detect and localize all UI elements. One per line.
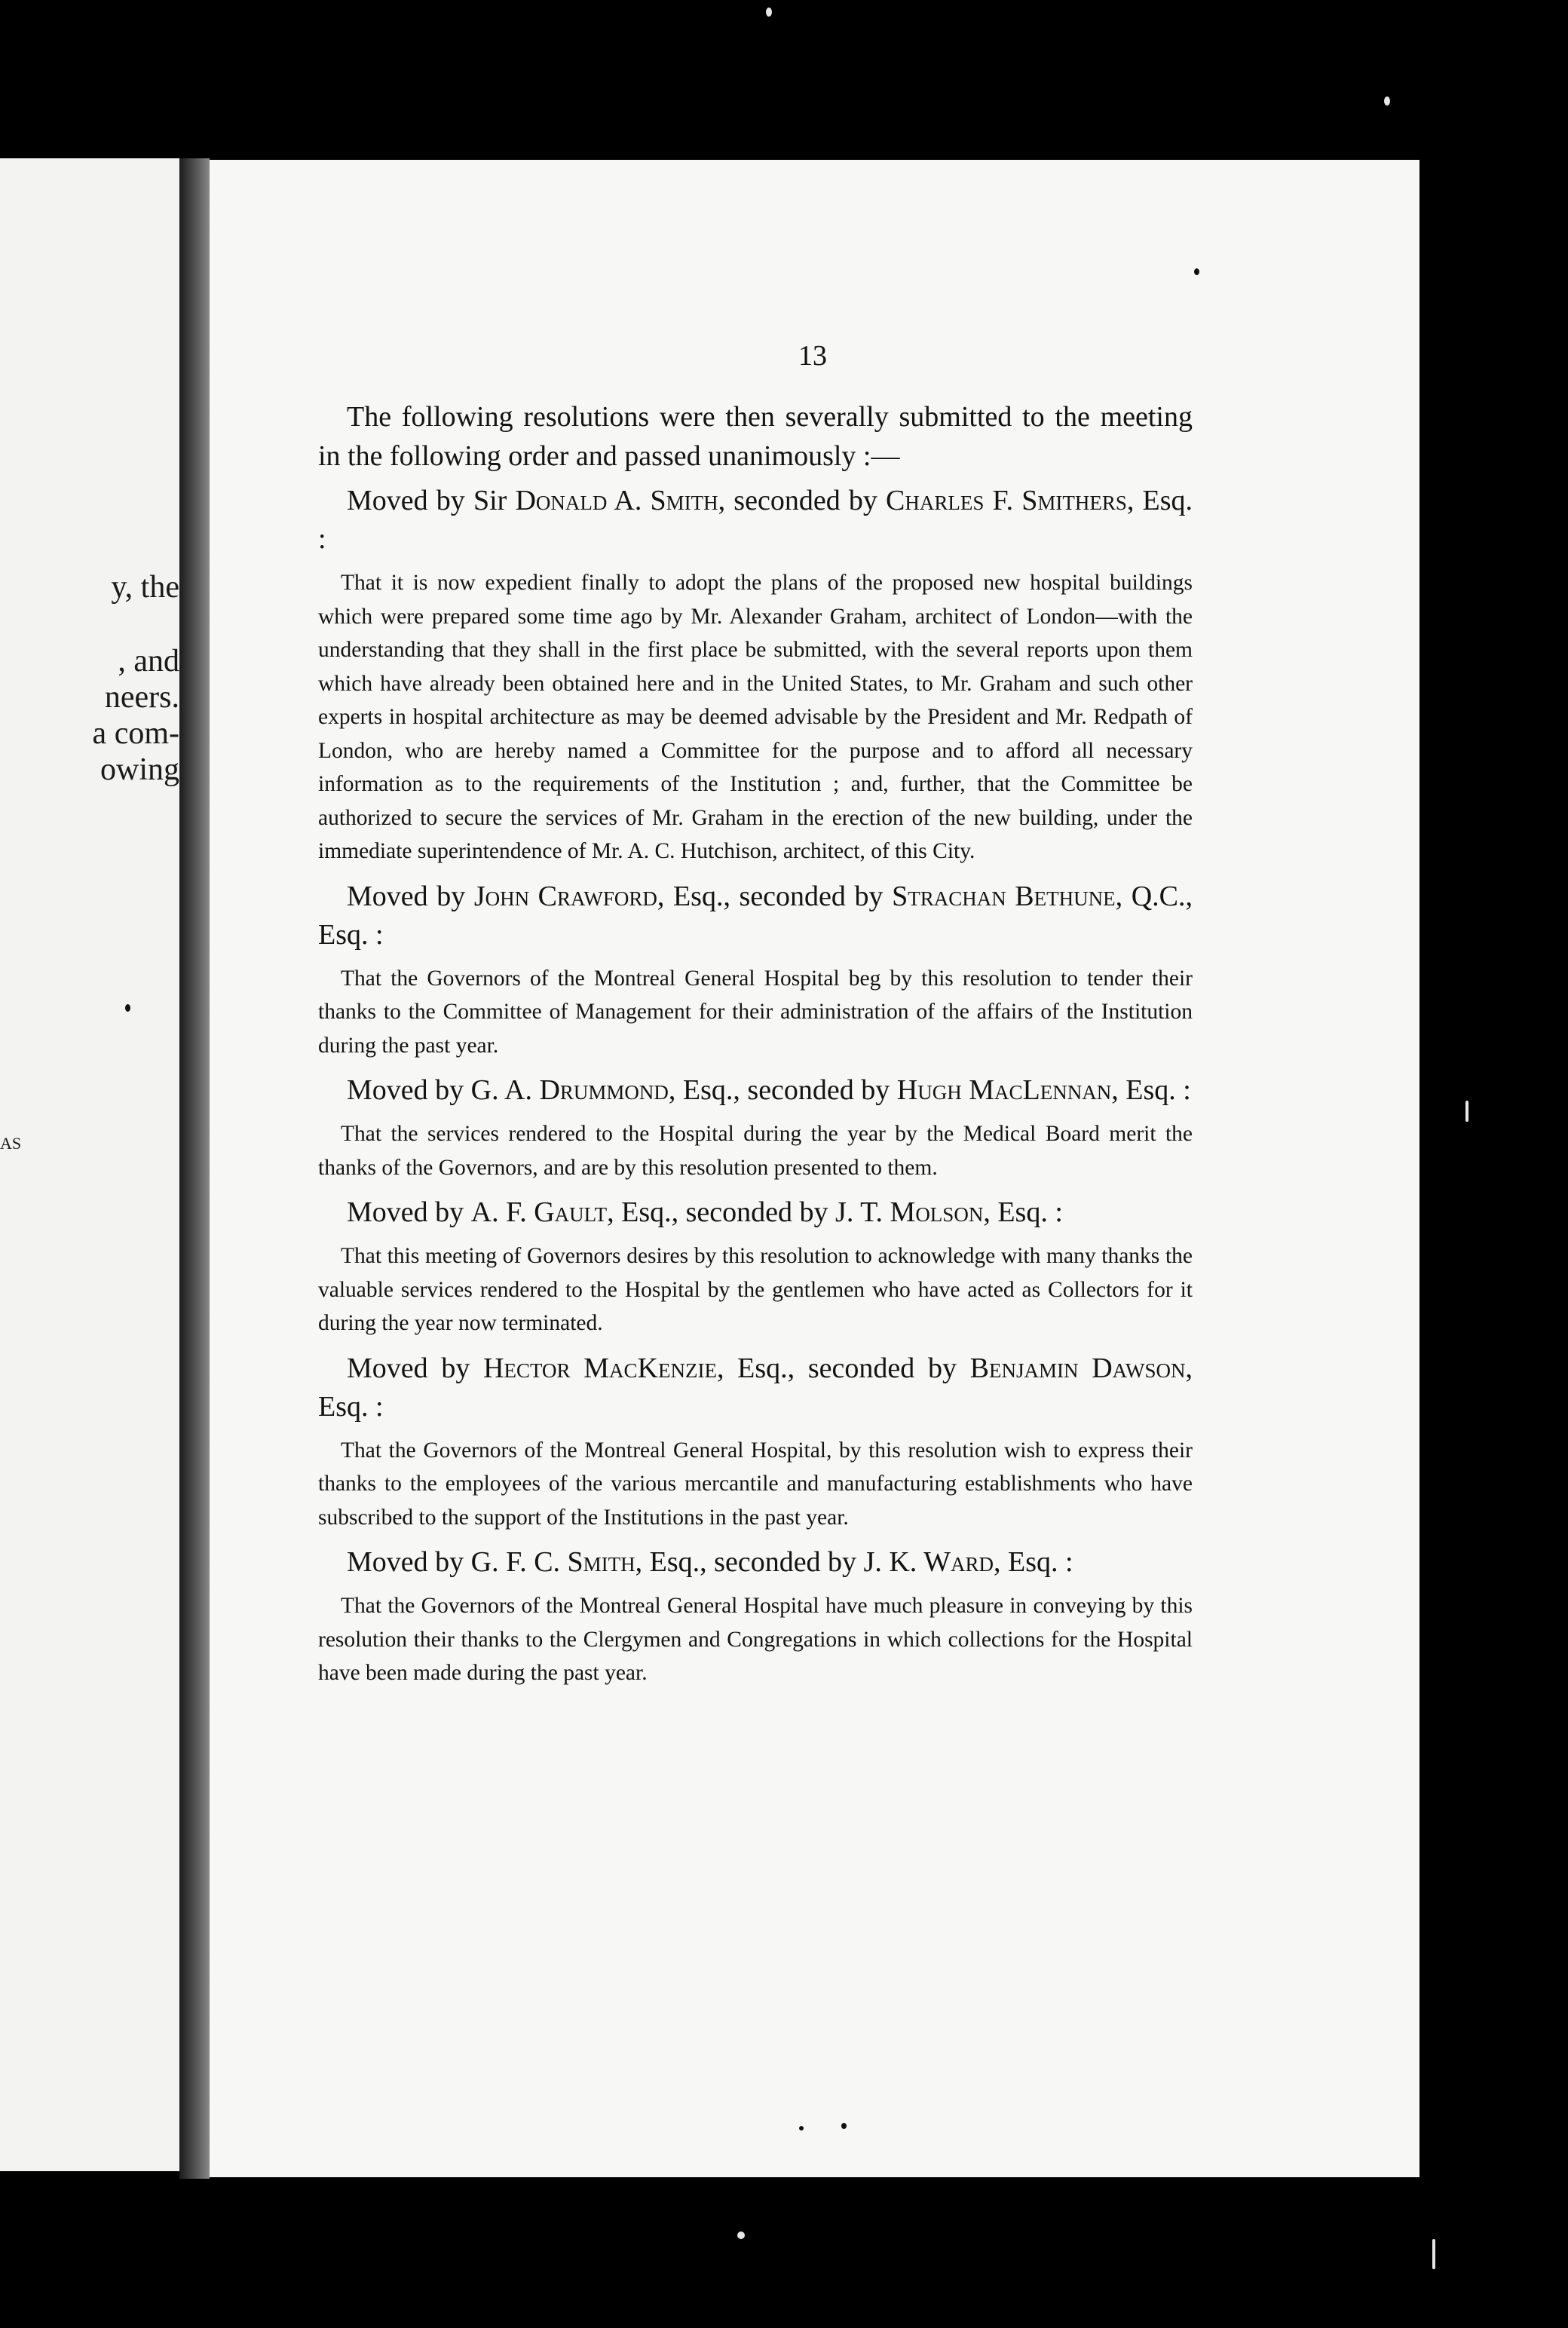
- left-page-fragment: neers.: [104, 680, 179, 715]
- left-page-fragment: , and: [118, 644, 179, 678]
- motion-heading: [318, 1543, 1193, 1582]
- motion-suffix: , Esq. :: [318, 1352, 1193, 1423]
- motion-heading: [318, 1349, 1193, 1426]
- motion-prefix: Moved by: [347, 1352, 484, 1384]
- resolution-text: That it is now expedient finally to adopt the plans of the proposed new hospital buildings which were prepared some time ago by Mr. Alexander Graham, architect of London—with the understanding that they shall in the first place be submitted, with the several reports upon them which have already been obtained here and in the United States, to Mr. Graham and such other experts in hospital architecture as may be deemed advisable by the President and Mr. Redpath of London, who are hereby named a Committee for the purpose and to afford all necessary information as to the requirements of the Institution ; and, further, that the Committee be authorized to secure the services of Mr. Graham in the erection of the new building, under the immediate superintendence of Mr. A. C. Hutchison, architect, of this City.: [318, 571, 1193, 863]
- seconder-name: J. K. Ward: [863, 1546, 994, 1578]
- motion-suffix: , Q.C., Esq. :: [318, 880, 1193, 951]
- motion-block: [318, 878, 1193, 1063]
- left-page-fragment: owing: [100, 752, 179, 787]
- motion-mid: , Esq., seconded by: [635, 1546, 864, 1578]
- motion-block: [318, 1071, 1193, 1184]
- resolution-text: That the Governors of the Montreal General Hospital beg by this resolution to tender their thanks to the Committee of Management for their administration of the affairs of the Institution during the past year.: [318, 966, 1193, 1058]
- resolution-text: That the services rendered to the Hospital during the year by the Medical Board merit the thanks of the Governors, and are by this resolution presented to them.: [318, 1122, 1193, 1180]
- edge-speck: [737, 2232, 745, 2239]
- page-gutter: [179, 158, 210, 2179]
- left-page-fragment: a com-: [92, 716, 179, 751]
- edge-speck: [766, 8, 772, 17]
- page: [210, 160, 1419, 2177]
- motion-prefix: Moved by: [347, 1196, 471, 1228]
- seconder-name: Strachan Bethune: [892, 880, 1116, 912]
- edge-speck: [1465, 1101, 1468, 1122]
- motion-mid: , Esq., seconded by: [657, 880, 893, 912]
- motion-heading: [318, 482, 1193, 559]
- motion-mid: , Esq., seconded by: [668, 1074, 897, 1106]
- motion-heading: [318, 1193, 1193, 1232]
- ink-speck: [1194, 268, 1199, 275]
- ink-speck: [125, 1004, 130, 1012]
- seconder-name: J. T. Molson: [835, 1196, 984, 1228]
- resolution-text: That the Governors of the Montreal General Hospital have much pleasure in conveying by this resolution their thanks to the Clergymen and Congregations in which collections for the Hospital have been made during the past year.: [318, 1594, 1193, 1685]
- motion-prefix: Moved by: [347, 1074, 471, 1106]
- edge-speck: [1432, 2239, 1435, 2269]
- motion-heading: [318, 1071, 1193, 1110]
- mover-name: G. A. Drummond: [470, 1074, 669, 1106]
- resolution-text: That the Governors of the Montreal General Hospital, by this resolution wish to express their thanks to the employees of the various mercantile and manufacturing establishments who have subscribed to the support of the Institutions in the past year.: [318, 1438, 1193, 1530]
- page-number: 13: [798, 340, 827, 372]
- seconder-name: Hugh MacLennan: [896, 1074, 1112, 1106]
- ink-speck: [799, 2126, 804, 2130]
- edge-speck: [1384, 96, 1390, 106]
- motion-suffix: , Esq. :: [318, 485, 1193, 555]
- motion-prefix: Moved by: [347, 880, 474, 912]
- motion-block: [318, 1349, 1193, 1535]
- motion-prefix: Moved by Sir: [347, 485, 516, 516]
- intro-paragraph: The following resolutions were then severally submitted to the meeting in the following order and passed unanimously :—: [318, 401, 1193, 472]
- seconder-name: Benjamin Dawson: [969, 1352, 1186, 1384]
- page-body: [318, 397, 1193, 1699]
- facing-page-left: [0, 158, 179, 2171]
- motion-block: [318, 1193, 1193, 1340]
- mover-name: Hector MacKenzie: [483, 1352, 717, 1384]
- motion-mid: , Esq., seconded by: [607, 1196, 836, 1228]
- motion-suffix: , Esq. :: [983, 1196, 1063, 1228]
- mover-name: John Crawford: [473, 880, 657, 912]
- motion-heading: [318, 878, 1193, 954]
- mover-name: Donald A. Smith: [515, 485, 718, 516]
- motion-mid: , Esq., seconded by: [716, 1352, 970, 1384]
- left-page-fragment: AS: [0, 1134, 22, 1153]
- motion-block: [318, 1543, 1193, 1690]
- seconder-name: Charles F. Smithers: [885, 485, 1127, 516]
- motion-prefix: Moved by: [347, 1546, 471, 1578]
- motion-suffix: , Esq. :: [1111, 1074, 1191, 1106]
- left-page-fragment: y, the: [111, 570, 179, 605]
- mover-name: A. F. Gault: [470, 1196, 608, 1228]
- motion-mid: , seconded by: [718, 485, 886, 516]
- motion-block: [318, 482, 1193, 868]
- mover-name: G. F. C. Smith: [470, 1546, 635, 1578]
- motion-suffix: , Esq. :: [993, 1546, 1073, 1578]
- ink-speck: [841, 2123, 847, 2129]
- resolution-text: That this meeting of Governors desires by this resolution to acknowledge with many thanks the valuable services rendered to the Hospital by the gentlemen who have acted as Collectors for it during the year now terminated.: [318, 1244, 1193, 1335]
